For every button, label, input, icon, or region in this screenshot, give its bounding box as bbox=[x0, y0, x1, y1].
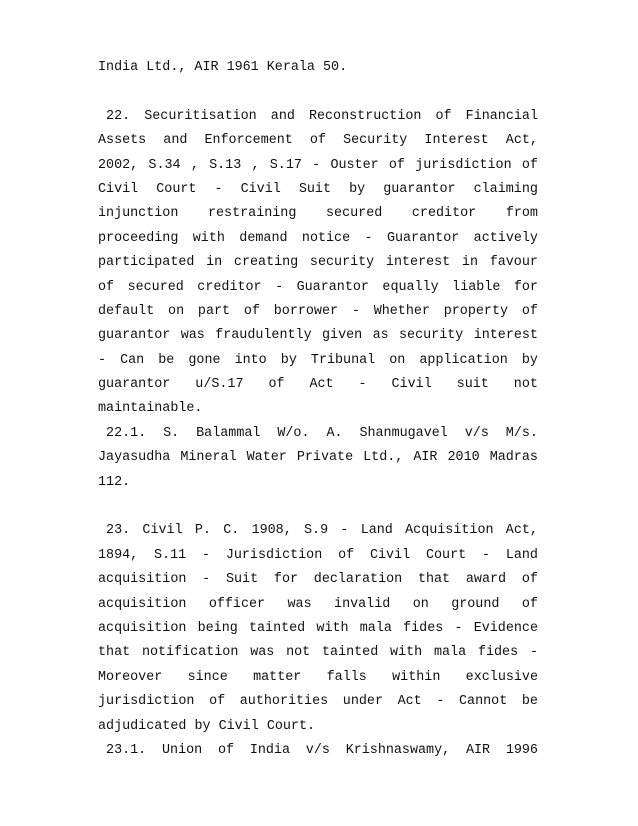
word: S. bbox=[163, 425, 180, 441]
word: notification bbox=[141, 645, 239, 661]
document-page bbox=[98, 56, 538, 763]
word: by bbox=[521, 352, 538, 368]
word: Madras bbox=[489, 450, 538, 466]
text-line bbox=[98, 544, 538, 568]
word: , bbox=[251, 157, 260, 173]
word: C. bbox=[223, 523, 240, 539]
word: - bbox=[454, 620, 463, 636]
word: S.17 bbox=[269, 157, 302, 173]
word: Civil bbox=[240, 181, 281, 197]
word: Reconstruction bbox=[308, 108, 422, 124]
word: Evidence bbox=[473, 620, 538, 636]
text-line bbox=[98, 397, 538, 421]
word: Enforcement bbox=[204, 133, 293, 149]
paragraph-22 bbox=[98, 105, 538, 495]
word: Civil bbox=[142, 523, 183, 539]
word: guarantor bbox=[98, 328, 171, 344]
word: proceeding bbox=[98, 230, 179, 246]
word: by bbox=[349, 181, 366, 197]
word: creditor bbox=[197, 279, 262, 295]
text-line bbox=[98, 666, 538, 690]
word: S.9 bbox=[304, 523, 329, 539]
word: borrower bbox=[273, 303, 339, 319]
word: falls bbox=[326, 669, 367, 685]
word: Court bbox=[425, 547, 467, 563]
word: equally bbox=[382, 279, 439, 295]
word: for bbox=[513, 279, 538, 295]
word: Act, bbox=[505, 133, 538, 149]
text-line bbox=[98, 641, 538, 665]
word: S.11 bbox=[154, 547, 187, 563]
word: of bbox=[209, 694, 226, 710]
word: jurisdiction bbox=[98, 694, 195, 710]
word: adjudicated bbox=[98, 718, 187, 734]
word: 2002, bbox=[98, 157, 139, 173]
word: Jurisdiction bbox=[225, 547, 323, 563]
word: on bbox=[412, 596, 429, 612]
word: was bbox=[180, 328, 205, 344]
word: - bbox=[214, 181, 223, 197]
word: Private bbox=[296, 450, 354, 466]
word: gone bbox=[188, 352, 221, 368]
word: Ltd., bbox=[363, 450, 404, 466]
word: guarantor bbox=[383, 181, 456, 197]
word: of bbox=[521, 596, 538, 612]
word: secured bbox=[326, 206, 383, 222]
word: of bbox=[338, 547, 355, 563]
word: 23. bbox=[98, 523, 131, 539]
text-line bbox=[98, 349, 538, 373]
word: Guarantor bbox=[386, 230, 460, 246]
word: and bbox=[270, 108, 295, 124]
text-line bbox=[98, 129, 538, 153]
word: Mineral bbox=[180, 450, 237, 466]
word: declaration bbox=[313, 572, 403, 588]
word: 1908, bbox=[251, 523, 292, 539]
word: guarantor bbox=[98, 377, 171, 393]
text-line bbox=[98, 227, 538, 251]
word: Shanmugavel bbox=[359, 425, 448, 441]
word: of bbox=[521, 157, 538, 173]
text-line bbox=[98, 617, 538, 641]
word: part bbox=[197, 303, 231, 319]
word: invalid bbox=[334, 596, 391, 612]
word: from bbox=[505, 206, 538, 222]
text-line bbox=[98, 568, 538, 592]
word: , bbox=[190, 157, 199, 173]
word: Suit bbox=[225, 572, 259, 588]
word: mala bbox=[434, 645, 467, 661]
word: Whether bbox=[373, 303, 430, 319]
word: of bbox=[217, 742, 235, 758]
word: Moreover bbox=[98, 669, 163, 685]
word: not bbox=[286, 645, 311, 661]
text-line bbox=[98, 593, 538, 617]
word: Security bbox=[343, 133, 408, 149]
word: Tribunal bbox=[310, 352, 376, 368]
word: of bbox=[268, 377, 285, 393]
word: Guarantor bbox=[296, 279, 369, 295]
word: by bbox=[280, 352, 297, 368]
word: acquisition bbox=[98, 620, 187, 636]
text-line bbox=[98, 690, 538, 714]
word: 22.1. bbox=[98, 425, 147, 441]
text-line bbox=[98, 519, 538, 543]
text-line bbox=[98, 422, 538, 446]
word: for bbox=[273, 572, 299, 588]
word: Court bbox=[156, 181, 197, 197]
word: acquisition bbox=[98, 572, 187, 588]
word: v/s bbox=[464, 425, 489, 441]
word: Civil bbox=[391, 377, 432, 393]
word: Water bbox=[246, 450, 287, 466]
word: M/s. bbox=[505, 425, 538, 441]
word: Civil bbox=[218, 718, 259, 734]
word: being bbox=[197, 620, 238, 636]
word: security bbox=[309, 255, 375, 271]
word: Ouster bbox=[330, 157, 379, 173]
word: interest bbox=[385, 255, 451, 271]
text-line bbox=[98, 471, 538, 495]
paragraph-gap bbox=[98, 80, 538, 104]
word: v/s bbox=[305, 742, 330, 758]
word: jurisdiction bbox=[415, 157, 512, 173]
word: and bbox=[163, 133, 188, 149]
word: ground bbox=[451, 596, 500, 612]
word: fraudulently bbox=[215, 328, 312, 344]
word: S.13 bbox=[209, 157, 242, 173]
word: AIR bbox=[413, 450, 438, 466]
text-line bbox=[98, 373, 538, 397]
intro-line bbox=[98, 56, 538, 80]
word: on bbox=[168, 303, 185, 319]
word: Financial bbox=[465, 108, 538, 124]
word: acquisition bbox=[98, 596, 187, 612]
word: into bbox=[234, 352, 267, 368]
word: 23.1. bbox=[98, 742, 147, 758]
word: Suit bbox=[298, 181, 332, 197]
word: participated bbox=[98, 255, 195, 271]
word: P. bbox=[194, 523, 211, 539]
word: Can bbox=[120, 352, 145, 368]
word: creditor bbox=[411, 206, 477, 222]
text-line bbox=[98, 251, 538, 275]
word: - bbox=[481, 547, 491, 563]
word: - bbox=[529, 645, 538, 661]
paragraph-23 bbox=[98, 519, 538, 763]
word: award bbox=[465, 572, 507, 588]
word: under bbox=[342, 694, 383, 710]
word: S.34 bbox=[148, 157, 181, 173]
text-line bbox=[98, 105, 538, 129]
intro-text: India Ltd., AIR 1961 Kerala 50. bbox=[98, 60, 348, 75]
word: officer bbox=[208, 596, 266, 612]
word: fides bbox=[477, 645, 519, 661]
word: favour bbox=[489, 255, 538, 271]
word: matter bbox=[253, 669, 302, 685]
word: on bbox=[389, 352, 406, 368]
word: given bbox=[322, 328, 363, 344]
word: Assets bbox=[98, 133, 147, 149]
word: with bbox=[192, 230, 225, 246]
text-line bbox=[98, 446, 538, 470]
word: u/S.17 bbox=[195, 377, 244, 393]
word: 1996 bbox=[505, 742, 538, 758]
word: Cannot bbox=[459, 694, 508, 710]
word: India bbox=[249, 742, 291, 758]
word: in bbox=[206, 255, 223, 271]
word: of bbox=[388, 157, 405, 173]
word: Act, bbox=[505, 523, 538, 539]
word: Acquisition bbox=[405, 523, 494, 539]
word: of bbox=[309, 133, 326, 149]
text-line bbox=[98, 276, 538, 300]
word: Interest bbox=[424, 133, 489, 149]
text-line bbox=[98, 202, 538, 226]
word: Act bbox=[309, 377, 334, 393]
word: - bbox=[312, 157, 321, 173]
paragraph-gap bbox=[98, 495, 538, 519]
text-line bbox=[98, 739, 538, 763]
word: creating bbox=[233, 255, 299, 271]
word: restraining bbox=[207, 206, 297, 222]
word: tainted bbox=[322, 645, 379, 661]
word: Civil bbox=[98, 181, 139, 197]
word: liable bbox=[452, 279, 501, 295]
word: in bbox=[461, 255, 478, 271]
word: secured bbox=[127, 279, 184, 295]
word: notice bbox=[301, 230, 351, 246]
word: Union bbox=[162, 742, 203, 758]
word: Civil bbox=[369, 547, 411, 563]
word: with bbox=[316, 620, 349, 636]
word: by bbox=[194, 718, 211, 734]
word: - bbox=[364, 230, 373, 246]
word: was bbox=[287, 596, 312, 612]
word: Land bbox=[360, 523, 393, 539]
word: default bbox=[98, 303, 155, 319]
word: 2010 bbox=[447, 450, 480, 466]
word: Securitisation bbox=[144, 108, 257, 124]
word: property bbox=[443, 303, 509, 319]
word: - bbox=[202, 572, 211, 588]
word: - bbox=[201, 547, 211, 563]
word: that bbox=[98, 645, 131, 661]
word: exclusive bbox=[465, 669, 538, 685]
word: of bbox=[521, 303, 538, 319]
word: within bbox=[392, 669, 441, 685]
word: demand bbox=[239, 230, 288, 246]
text-line bbox=[98, 715, 538, 739]
word: A. bbox=[326, 425, 343, 441]
word: of bbox=[521, 572, 538, 588]
word: with bbox=[390, 645, 423, 661]
word: of bbox=[98, 279, 115, 295]
word: AIR bbox=[465, 742, 491, 758]
word: application bbox=[419, 352, 508, 368]
word: Balammal bbox=[196, 425, 261, 441]
word: security bbox=[399, 328, 464, 344]
word: Jayasudha bbox=[98, 450, 171, 466]
word: injunction bbox=[98, 206, 179, 222]
word: not bbox=[513, 377, 538, 393]
word: Krishnaswamy, bbox=[345, 742, 451, 758]
word: - bbox=[351, 303, 360, 319]
text-line bbox=[98, 300, 538, 324]
text-line bbox=[98, 324, 538, 348]
text-line bbox=[98, 178, 538, 202]
word: 1894, bbox=[98, 547, 139, 563]
word: maintainable. bbox=[98, 401, 203, 417]
word: mala bbox=[359, 620, 392, 636]
word: Court. bbox=[266, 718, 316, 734]
word: of bbox=[243, 303, 260, 319]
word: suit bbox=[456, 377, 489, 393]
text-line bbox=[98, 154, 538, 178]
word: Land bbox=[505, 547, 538, 563]
word: - bbox=[436, 694, 445, 710]
word: - bbox=[275, 279, 284, 295]
word: claiming bbox=[473, 181, 538, 197]
word: since bbox=[187, 669, 228, 685]
word: W/o. bbox=[277, 425, 310, 441]
word: tainted bbox=[248, 620, 306, 636]
word: 22. bbox=[98, 108, 131, 124]
word: of bbox=[435, 108, 452, 124]
word: be bbox=[521, 694, 538, 710]
word: - bbox=[358, 377, 367, 393]
word: - bbox=[98, 352, 107, 368]
word: interest bbox=[473, 328, 538, 344]
word: Act bbox=[397, 694, 422, 710]
word: be bbox=[158, 352, 175, 368]
word: was bbox=[250, 645, 275, 661]
word: actively bbox=[473, 230, 538, 246]
word: as bbox=[372, 328, 389, 344]
word: 112. bbox=[98, 474, 131, 490]
word: authorities bbox=[239, 694, 329, 710]
word: - bbox=[340, 523, 349, 539]
word: fides bbox=[403, 620, 444, 636]
word: that bbox=[417, 572, 451, 588]
